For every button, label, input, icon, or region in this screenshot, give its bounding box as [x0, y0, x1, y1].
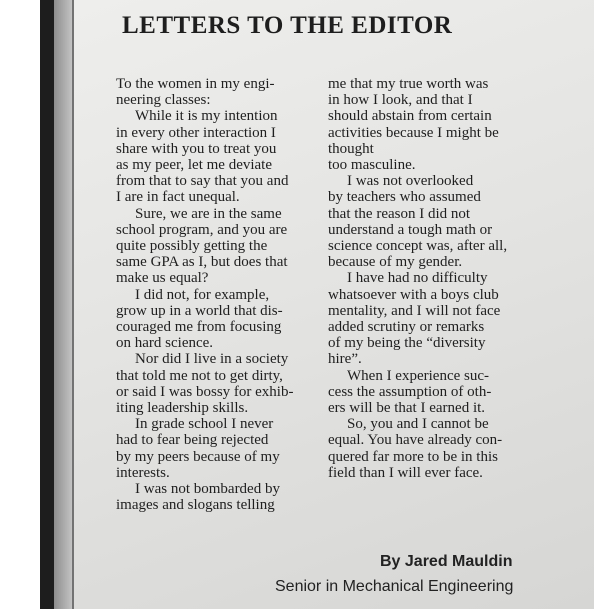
- text-line: in every other interaction I: [116, 124, 276, 141]
- text-line: When I experience suc-: [347, 367, 490, 384]
- text-line: equal. You have already con-: [328, 432, 503, 449]
- text-line: I was not bombarded by: [135, 481, 280, 498]
- text-line: Sure, we are in the same: [135, 205, 282, 222]
- text-line: grow up in a world that dis-: [116, 302, 283, 319]
- author-byline: By Jared Mauldin: [380, 553, 513, 570]
- text-line: added scrutiny or remarks: [328, 319, 485, 336]
- text-line: science concept was, after all,: [328, 238, 508, 255]
- background-right-edge: [594, 0, 609, 609]
- text-line: had to fear being rejected: [116, 432, 269, 449]
- text-line: quered far more to be in this: [328, 448, 498, 465]
- text-line: While it is my intention: [135, 108, 278, 125]
- text-line: of my being the “diversity: [328, 335, 486, 352]
- text-line: school program, and you are: [116, 221, 288, 238]
- text-line: mentality, and I will not face: [328, 302, 501, 319]
- text-line: To the women in my engi-: [116, 76, 275, 92]
- text-line: in how I look, and that I: [328, 92, 473, 109]
- text-line: me that my true worth was: [328, 76, 489, 92]
- text-line: field than I will ever face.: [328, 464, 483, 481]
- text-line: by teachers who assumed: [328, 189, 481, 206]
- text-line: Nor did I live in a society: [135, 351, 289, 368]
- text-line: couraged me from focusing: [116, 319, 282, 336]
- page-title: LETTERS TO THE EDITOR: [122, 12, 453, 39]
- text-line: quite possibly getting the: [116, 238, 268, 255]
- text-line: So, you and I cannot be: [347, 416, 489, 433]
- text-line: I have had no difficulty: [347, 270, 488, 287]
- author-role: Senior in Mechanical Engineering: [275, 578, 514, 595]
- text-line: In grade school I never: [135, 416, 274, 433]
- text-line: images and slogans telling: [116, 497, 275, 514]
- letter-column-left: [116, 76, 316, 513]
- text-line: by my peers because of my: [116, 448, 280, 465]
- text-line: that the reason I did not: [328, 205, 471, 222]
- text-line: that told me not to get dirty,: [116, 367, 283, 384]
- text-line: on hard science.: [116, 335, 214, 352]
- text-line: thought: [328, 140, 374, 157]
- text-line: hire”.: [328, 351, 362, 368]
- text-line: as my peer, let me deviate: [116, 157, 272, 174]
- text-line: from that to say that you and: [116, 173, 289, 190]
- text-line: iting leadership skills.: [116, 400, 249, 417]
- text-line: cess the assumption of oth-: [328, 383, 492, 400]
- text-line: or said I was bossy for exhib-: [116, 383, 294, 400]
- text-line: I did not, for example,: [135, 286, 270, 303]
- newspaper-page: [74, 0, 594, 609]
- column-rule: [72, 0, 74, 609]
- text-line: should abstain from certain: [328, 108, 492, 125]
- text-line: share with you to treat you: [116, 140, 277, 157]
- text-line: too masculine.: [328, 157, 416, 174]
- text-line: interests.: [116, 464, 170, 481]
- text-line: activities because I might be: [328, 124, 499, 141]
- text-line: whatsoever with a boys club: [328, 286, 499, 303]
- text-line: same GPA as I, but does that: [116, 254, 288, 271]
- text-line: understand a tough math or: [328, 221, 493, 238]
- text-line: make us equal?: [116, 270, 209, 287]
- text-line: I was not overlooked: [347, 173, 474, 190]
- text-line: ers will be that I earned it.: [328, 400, 486, 417]
- text-line: neering classes:: [116, 92, 211, 109]
- text-line: because of my gender.: [328, 254, 463, 271]
- text-line: I are in fact unequal.: [116, 189, 240, 206]
- background-dark-strip: [40, 0, 54, 609]
- letter-column-right: [328, 76, 528, 481]
